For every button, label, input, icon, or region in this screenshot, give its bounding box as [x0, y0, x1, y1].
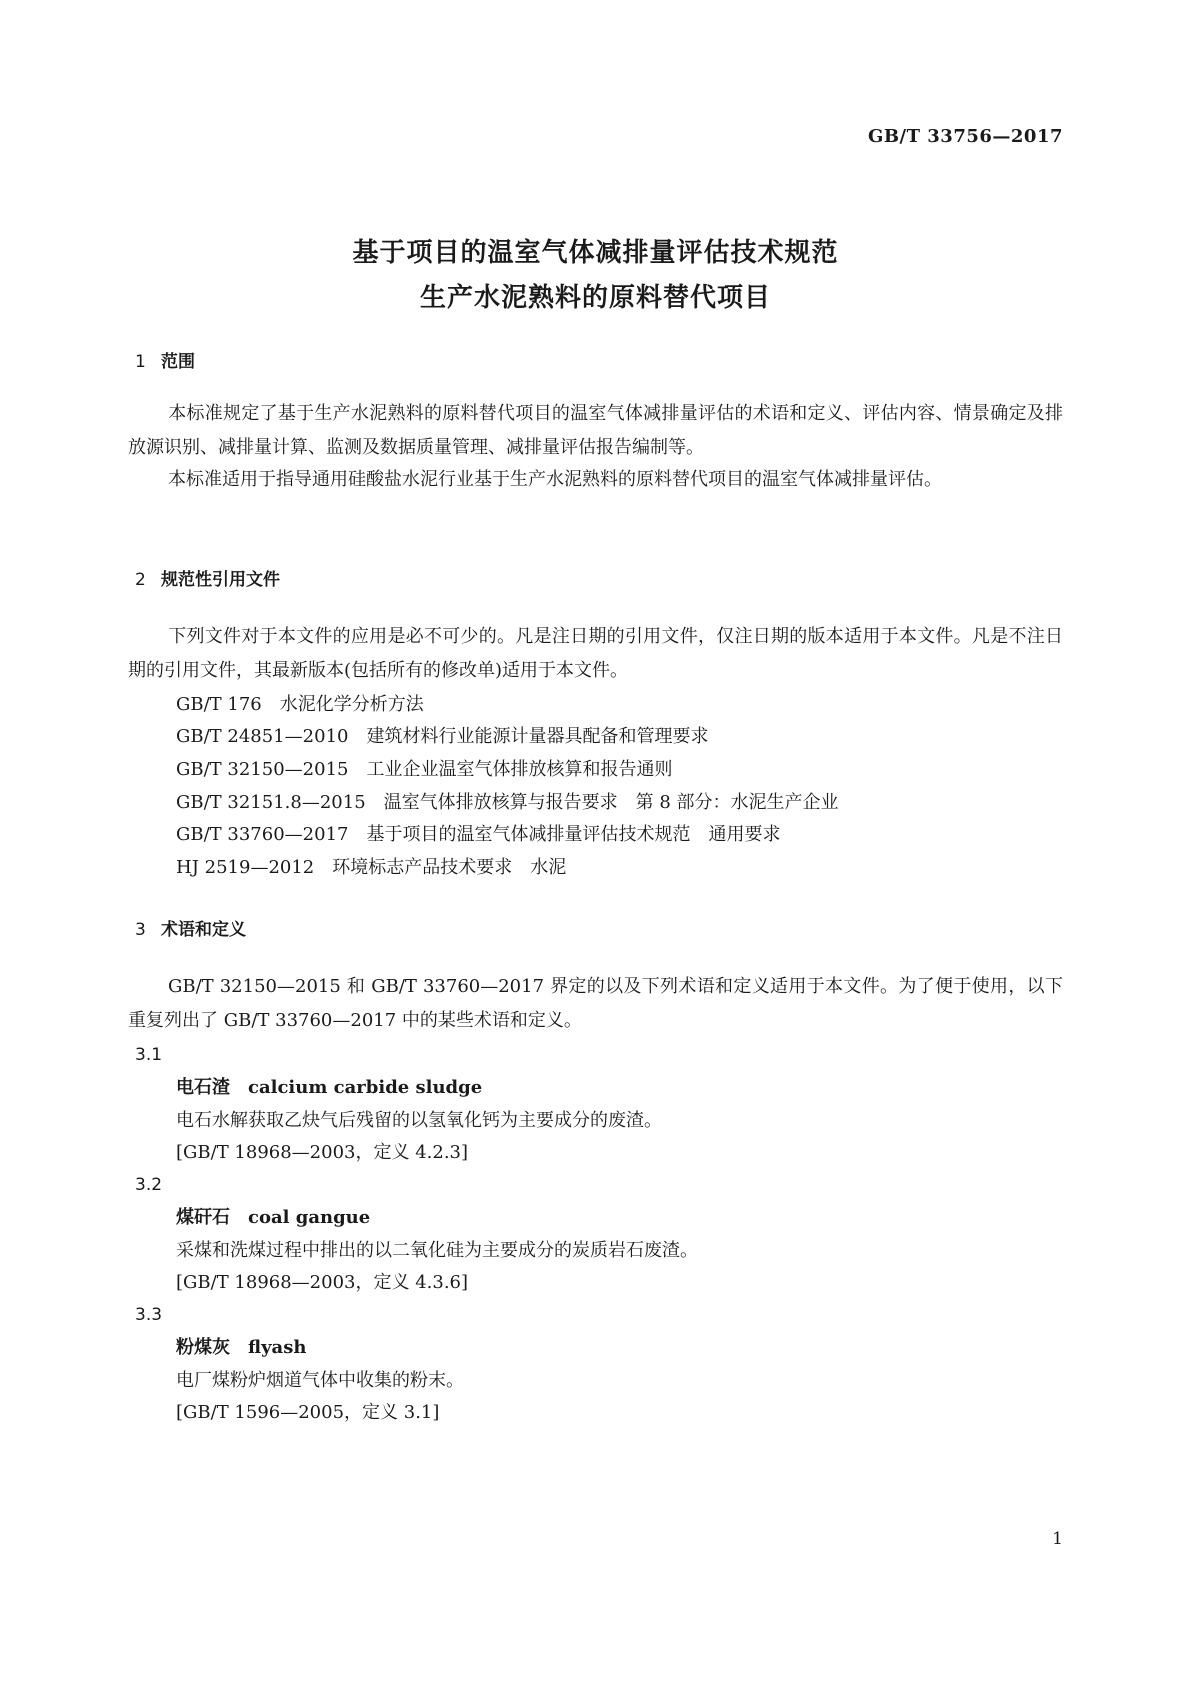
term-heading — [176, 1203, 370, 1229]
section-title: 范围 — [161, 352, 195, 372]
term-english: calcium carbide sludge — [248, 1077, 483, 1098]
section-2-heading — [135, 565, 280, 590]
paragraph-text: 本标准规定了基于生产水泥熟料的原料替代项目的温室气体减排量评估的术语和定义、评估内容、情景确定及排放源识别、减排量计算、监测及数据质量管理、减排量评估报告编制等。 — [128, 403, 1063, 458]
section-title: 术语和定义 — [161, 920, 246, 940]
term-english: flyash — [248, 1337, 307, 1358]
reference-item — [176, 820, 780, 846]
reference-item — [176, 722, 708, 748]
section-3-intro — [128, 970, 1063, 1038]
section-2-intro — [128, 620, 1063, 688]
term-chinese: 电石渣 — [176, 1077, 230, 1098]
section-number: 2 — [135, 570, 146, 590]
section-number: 1 — [135, 352, 146, 372]
document-title-line2: 生产水泥熟料的原料替代项目 — [419, 283, 771, 313]
reference-title: 温室气体排放核算与报告要求 第 8 部分：水泥生产企业 — [383, 792, 839, 813]
term-definition: 电石水解获取乙炔气后残留的以氢氧化钙为主要成分的废渣。 — [176, 1110, 662, 1131]
term-source: [GB/T 18968—2003，定义 4.2.3] — [176, 1142, 469, 1163]
section-3-heading — [135, 915, 246, 940]
term-number: 3.2 — [135, 1175, 163, 1195]
term-number: 3.1 — [135, 1045, 163, 1065]
reference-item — [176, 788, 839, 814]
reference-code: GB/T 176 — [176, 694, 262, 715]
page-number: 1 — [1052, 1529, 1063, 1549]
section-number: 3 — [135, 920, 146, 940]
term-number: 3.3 — [135, 1305, 163, 1325]
reference-code: HJ 2519—2012 — [176, 857, 315, 878]
reference-title: 基于项目的温室气体减排量评估技术规范 通用要求 — [366, 824, 781, 845]
term-chinese: 粉煤灰 — [176, 1337, 230, 1358]
term-chinese: 煤矸石 — [176, 1207, 230, 1228]
term-english: coal gangue — [248, 1207, 371, 1228]
term-heading — [176, 1073, 482, 1099]
section-title: 规范性引用文件 — [161, 570, 280, 590]
term-definition: 电厂煤粉炉烟道气体中收集的粉末。 — [176, 1370, 464, 1391]
standard-code: GB/T 33756—2017 — [867, 126, 1063, 147]
term-source: [GB/T 18968—2003，定义 4.3.6] — [176, 1272, 469, 1293]
reference-item — [176, 853, 566, 879]
reference-code: GB/T 33760—2017 — [176, 824, 349, 845]
reference-code: GB/T 24851—2010 — [176, 726, 349, 747]
reference-code: GB/T 32150—2015 — [176, 759, 349, 780]
reference-title: 环境标志产品技术要求 水泥 — [332, 857, 567, 878]
document-title-line1: 基于项目的温室气体减排量评估技术规范 — [352, 238, 839, 268]
paragraph-text: 下列文件对于本文件的应用是必不可少的。凡是注日期的引用文件，仅注日期的版本适用于本文件。凡是不注日期的引用文件，其最新版本(包括所有的修改单)适用于本文件。 — [128, 626, 1063, 681]
reference-title: 建筑材料行业能源计量器具配备和管理要求 — [366, 726, 709, 747]
section-1-paragraph-2 — [128, 463, 1063, 497]
term-definition: 采煤和洗煤过程中排出的以二氧化硅为主要成分的炭质岩石废渣。 — [176, 1240, 698, 1261]
paragraph-text: 本标准适用于指导通用硅酸盐水泥行业基于生产水泥熟料的原料替代项目的温室气体减排量评估。 — [168, 469, 942, 490]
paragraph-text: GB/T 32150—2015 和 GB/T 33760—2017 界定的以及下列术语和定义适用于本文件。为了便于使用，以下重复列出了 GB/T 33760—2017 中的某些术语和定义。 — [128, 976, 1063, 1031]
term-heading — [176, 1333, 306, 1359]
reference-item — [176, 690, 424, 716]
reference-title: 工业企业温室气体排放核算和报告通则 — [366, 759, 673, 780]
term-source: [GB/T 1596—2005，定义 3.1] — [176, 1402, 440, 1423]
reference-item — [176, 755, 672, 781]
reference-code: GB/T 32151.8—2015 — [176, 792, 366, 813]
section-1-heading — [135, 347, 195, 372]
reference-title: 水泥化学分析方法 — [279, 694, 424, 715]
section-1-paragraph-1 — [128, 397, 1063, 465]
